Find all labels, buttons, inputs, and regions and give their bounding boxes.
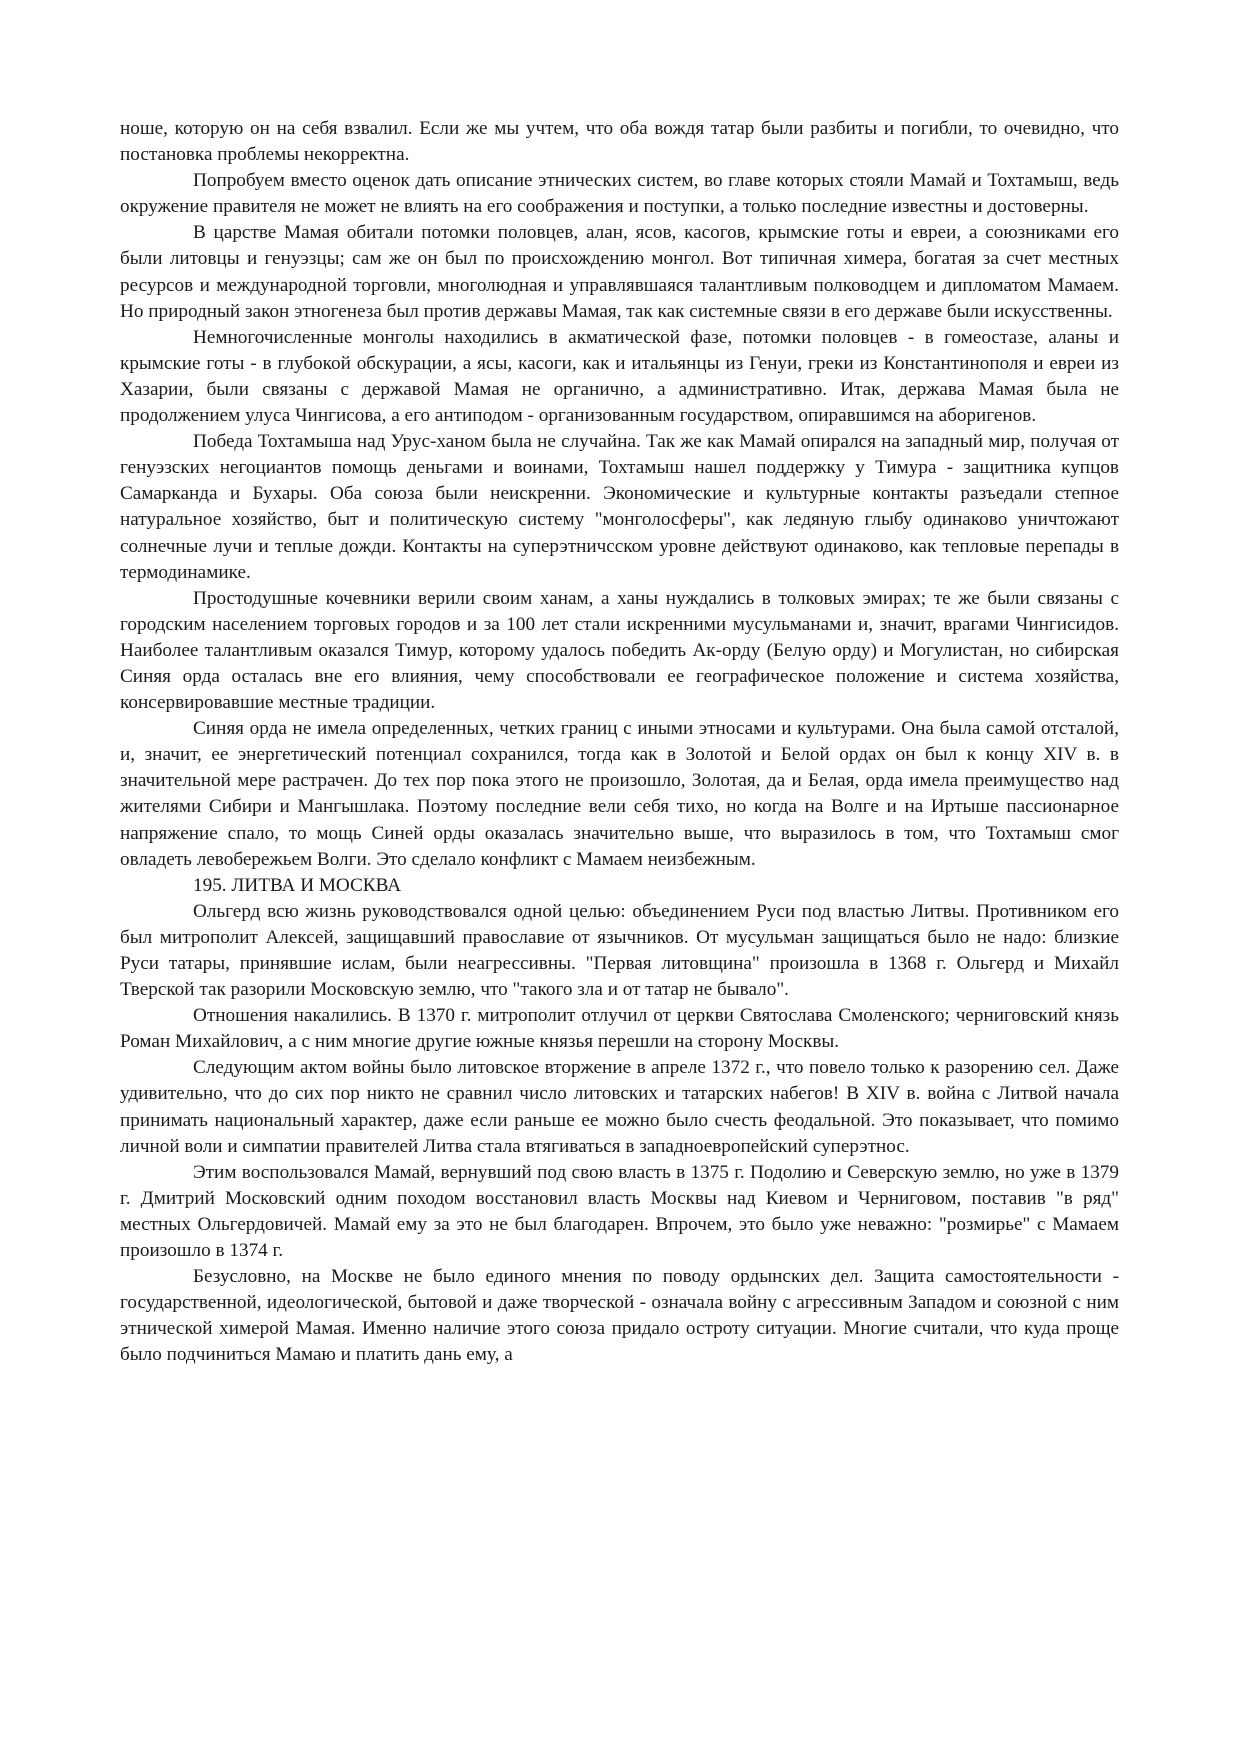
paragraph: Следующим актом войны было литовское вторжение в апреле 1372 г., что повело только к разорению сел. Даже удивительно, что до сих пор никто не сравнил число литовских и татарских набегов! В XIV в. война с Литвой начала принимать национальный характер, даже если раньше ее можно было счесть феодальной. Это показывает, что помимо личной воли и симпатии правителей Литва стала втягиваться в западноевропейский суперэтнос. — [120, 1057, 1119, 1157]
paragraph: В царстве Мамая обитали потомки половцев, алан, ясов, касогов, крымские готы и евреи, а союзниками его были литовцы и генуэзцы; сам же он был по происхождению монгол. Вот типичная химера, богатая за счет местных ресурсов и международной торговли, многолюдная и управлявшаяся талантливым полководцем и дипломатом Мамаем. Но природный закон этногенеза был против державы Мамая, так как системные связи в его державе были искусственны. — [120, 222, 1119, 322]
paragraph: Победа Тохтамыша над Урус-ханом была не случайна. Так же как Мамай опирался на западный мир, получая от генуэзских негоциантов помощь деньгами и воинами, Тохтамыш нашел поддержку у Тимура - защитника купцов Самарканда и Бухары. Оба союза были неискренни. Экономические и культурные контакты разъедали степное натуральное хозяйство, быт и политическую систему "монголосферы", как ледяную глыбу одинаково уничтожают солнечные лучи и теплые дожди. Контакты на суперэтничсском уровне действуют одинаково, как тепловые перепады в термодинамике. — [120, 431, 1119, 583]
paragraph: Простодушные кочевники верили своим ханам, а ханы нуждались в толковых эмирах; те же были связаны с городским населением торговых городов и за 100 лет стали искренними мусульманами и, значит, врагами Чингисидов. Наиболее талантливым оказался Тимур, которому удалось победить Ак-орду (Белую орду) и Могулистан, но сибирская Синяя орда осталась вне его влияния, чему способствовали ее географическое положение и система хозяйства, консервировавшие местные традиции. — [120, 587, 1119, 714]
paragraph: Ольгерд всю жизнь руководствовался одной целью: объединением Руси под властью Литвы. Противником его был митрополит Алексей, защищавший православие от язычников. От мусульман защищаться было не надо: близкие Руси татары, принявшие ислам, были неагрессивны. "Первая литовщина" произошла в 1368 г. Ольгерд и Михайл Тверской так разорили Московскую землю, что "такого зла и от татар не бывало". — [120, 900, 1119, 1001]
paragraph: Попробуем вместо оценок дать описание этнических систем, во главе которых стояли Мамай и Тохтамыш, ведь окружение правителя не может не влиять на его соображения и поступки, а только последние известны и достоверны. — [120, 170, 1119, 218]
paragraph: Немногочисленные монголы находились в акматической фазе, потомки половцев - в гомеостазе, аланы и крымские готы - в глубокой обскурации, а ясы, касоги, как и итальянцы из Генуи, греки из Константинополя и евреи из Хазарии, были связаны с державой Мамая не органично, а административно. Итак, держава Мамая была не продолжением улуса Чингисова, а его антиподом - организованным государством, опиравшимся на аборигенов. — [120, 326, 1119, 427]
paragraph: Безусловно, на Москве не было единого мнения по поводу ордынских дел. Защита самостоятельности - государственной, идеологической, бытовой и даже творческой - означала войну с агрессивным Западом и союзной с ним этнической химерой Мамая. Именно наличие этого союза придало остроту ситуации. Многие считали, что куда проще было подчиниться Мамаю и платить дань ему, а — [120, 1266, 1119, 1366]
paragraph: ноше, которую он на себя взвалил. Если же мы учтем, что оба вождя татар были разбиты и погибли, то очевидно, что постановка проблемы некорректна. — [120, 118, 1119, 166]
paragraph: Отношения накалились. В 1370 г. митрополит отлучил от церкви Святослава Смоленского; черниговский князь Роман Михайлович, а с ним многие другие южные князья перешли на сторону Москвы. — [120, 1005, 1119, 1053]
page-body — [120, 116, 1119, 1369]
paragraph: Этим воспользовался Мамай, вернувший под свою власть в 1375 г. Подолию и Северскую землю, но уже в 1379 г. Дмитрий Московский одним походом восстановил власть Москвы над Киевом и Черниговом, поставив "в ряд" местных Ольгердовичей. Мамай ему за это не был благодарен. Впрочем, это было уже неважно: "розмирье" с Мамаем произошло в 1374 г. — [120, 1161, 1119, 1262]
section-heading: 195. ЛИТВА И МОСКВА — [193, 874, 402, 896]
paragraph: Синяя орда не имела определенных, четких границ с иными этносами и культурами. Она была самой отсталой, и, значит, ее энергетический потенциал сохранился, тогда как в Золотой и Белой ордах он был к концу XIV в. в значительной мере растрачен. До тех пор пока этого не произошло, Золотая, да и Белая, орда имела преимущество над жителями Сибири и Мангышлака. Поэтому последние вели себя тихо, но когда на Волге и на Иртыше пассионарное напряжение спало, то мощь Синей орды оказалась значительно выше, что выразилось в том, что Тохтамыш смог овладеть левобережьем Волги. Это сделало конфликт с Мамаем неизбежным. — [120, 718, 1119, 870]
